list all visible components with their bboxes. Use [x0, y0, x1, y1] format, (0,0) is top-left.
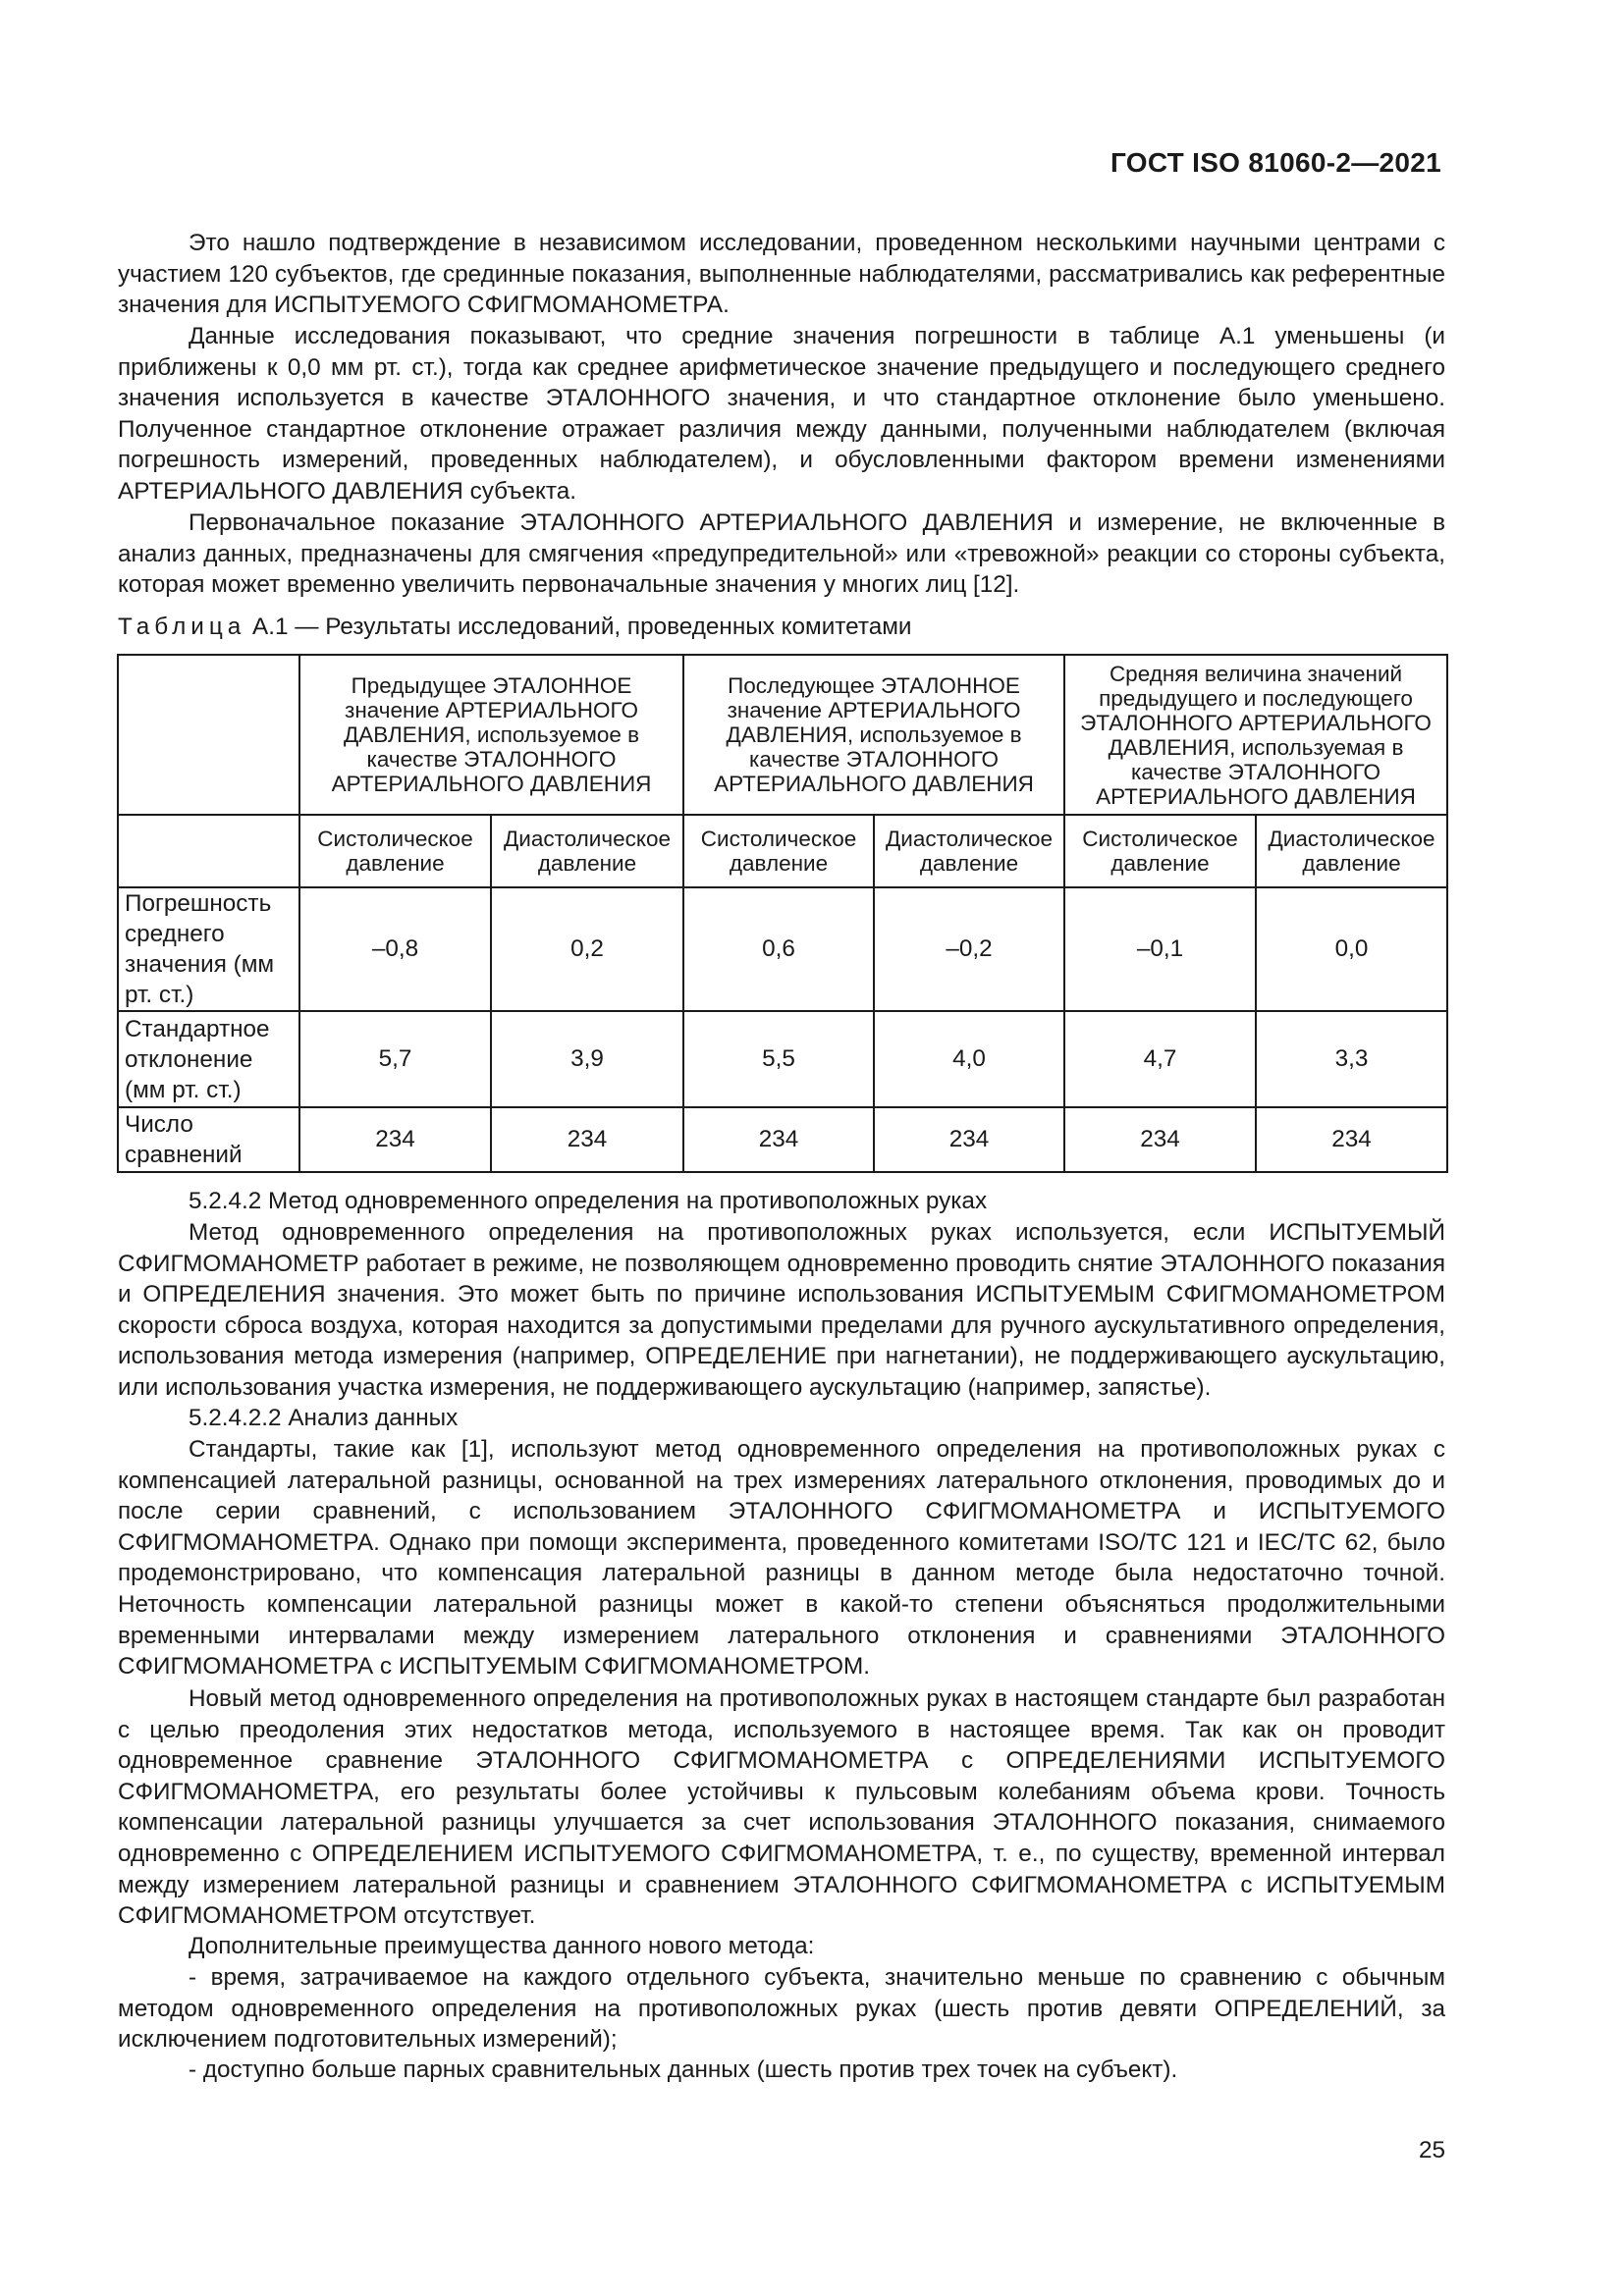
subheader-cell: Диастолическое давление — [1256, 815, 1447, 887]
table-cell: 3,3 — [1256, 1011, 1447, 1107]
section-heading-5242: 5.2.4.2 Метод одновременного определения на противоположных руках — [189, 1188, 988, 1214]
subheader-cell: Диастолическое давление — [491, 815, 683, 887]
row-label: Погрешность среднего значения (мм рт. ст.) — [118, 887, 299, 1011]
intro-paragraph-2: Данные исследования показывают, что средние значения погрешности в таблице А.1 уменьшены (и приближены к 0,0 мм рт. ст.), тогда как среднее арифметическое значение предыдущего и последующего среднего значения используется в качестве ЭТАЛОННОГО значения, и что стандартное отклонение было уменьшено. Полученное стандартное отклонение отражает различия между данными, полученными наблюдателем (включая погрешность измерений, проведенных наблюдателем), и обусловленными фактором времени изменениями АРТЕРИАЛЬНОГО ДАВЛЕНИЯ субъекта. — [118, 323, 1445, 505]
table-row — [118, 1011, 1447, 1107]
section-5242-paragraph: Метод одновременного определения на противоположных руках используется, если ИСПЫТУЕМЫЙ СФИГМОМАНОМЕТР работает в режиме, не позволяющем одновременно проводить снятие ЭТАЛОННОГО показания и ОПРЕДЕЛЕНИЯ значения. Это может быть по причине использования ИСПЫТУЕМЫМ СФИГМОМАНОМЕТРОМ скорости сброса воздуха, которая находится за допустимыми пределами для ручного аускультативного определения, использования метода измерения (например, ОПРЕДЕЛЕНИЕ при нагнетании), не поддерживающего аускультацию, или использования участка измерения, не поддерживающего аускультацию (например, запястье). — [118, 1219, 1445, 1401]
list-item: - доступно больше парных сравнительных данных (шесть против трех точек на субъект). — [189, 2056, 1178, 2083]
table-cell: 5,7 — [299, 1011, 491, 1107]
intro-paragraph-1: Это нашло подтверждение в независимом исследовании, проведенном несколькими научными центрами с участием 120 субъектов, где срединные показания, выполненные наблюдателями, рассматривались как референтные значения для ИСПЫТУЕМОГО СФИГМОМАНОМЕТРА. — [118, 230, 1445, 319]
section-52422-paragraph-3: Дополнительные преимущества данного нового метода: — [189, 1933, 815, 1959]
group-header-next: Последующее ЭТАЛОННОЕ значение АРТЕРИАЛЬНОГО ДАВЛЕНИЯ, используемое в качестве ЭТАЛОННОГО АРТЕРИАЛЬНОГО ДАВЛЕНИЯ — [683, 655, 1064, 815]
table-cell: 4,0 — [874, 1011, 1064, 1107]
subheader-cell: Систолическое давление — [683, 815, 874, 887]
table-cell: 234 — [299, 1107, 491, 1172]
section-52422-paragraph-1: Стандарты, такие как [1], используют метод одновременного определения на противоположных руках с компенсацией латеральной разницы, основанной на трех измерениях латерального отклонения, проводимых до и после серии сравнений, с использованием ЭТАЛОННОГО СФИГМОМАНОМЕТРА и ИСПЫТУЕМОГО СФИГМОМАНОМЕТРА. Однако при помощи эксперимента, проведенного комитетами ISO/TC 121 и IEC/TC 62, было продемонстрировано, что компенсация латеральной разницы в данном методе была недостаточно точной. Неточность компенсации латеральной разницы может в какой-то степени объясняться продолжительными временными интервалами между измерением латерального отклонения и сравнениями ЭТАЛОННОГО СФИГМОМАНОМЕТРА с ИСПЫТУЕМЫМ СФИГМОМАНОМЕТРОМ. — [118, 1436, 1445, 1681]
table-cell: 234 — [1064, 1107, 1256, 1172]
subheader-cell: Систолическое давление — [1064, 815, 1256, 887]
table-header-row — [118, 655, 1447, 815]
table-corner-cell — [118, 655, 299, 815]
table-cell: 234 — [491, 1107, 683, 1172]
page-number: 25 — [1418, 2137, 1445, 2163]
table-cell: 234 — [874, 1107, 1064, 1172]
table-cell: 0,2 — [491, 887, 683, 1011]
table-subheader-row — [118, 815, 1447, 887]
document-header: ГОСТ ISO 81060-2—2021 — [1110, 147, 1441, 178]
intro-paragraph-3: Первоначальное показание ЭТАЛОННОГО АРТЕРИАЛЬНОГО ДАВЛЕНИЯ и измерение, не включенные в анализ данных, предназначены для смягчения «предупредительной» или «тревожной» реакции со стороны субъекта, которая может временно увеличить первоначальные значения у многих лиц [12]. — [118, 509, 1445, 599]
group-header-average: Средняя величина значений предыдущего и последующего ЭТАЛОННОГО АРТЕРИАЛЬНОГО ДАВЛЕНИЯ, используемая в качестве ЭТАЛОННОГО АРТЕРИАЛЬНОГО ДАВЛЕНИЯ — [1064, 655, 1447, 815]
table-caption-text: А.1 — Результаты исследований, проведенных комитетами — [245, 614, 912, 640]
subheader-cell: Систолическое давление — [299, 815, 491, 887]
section-heading-52422: 5.2.4.2.2 Анализ данных — [189, 1405, 459, 1431]
table-caption — [118, 614, 912, 641]
table-cell: 234 — [1256, 1107, 1447, 1172]
table-cell: –0,1 — [1064, 887, 1256, 1011]
table-cell: 5,5 — [683, 1011, 874, 1107]
subheader-cell: Диастолическое давление — [874, 815, 1064, 887]
table-caption-label: Таблица — [118, 614, 246, 640]
table-cell: –0,2 — [874, 887, 1064, 1011]
table-subheader-empty — [118, 815, 299, 887]
list-item: - время, затрачиваемое на каждого отдельного субъекта, значительно меньше по сравнению с обычным методом одновременного определения на противоположных руках (шесть против девяти ОПРЕДЕЛЕНИЙ, за исключением подготовительных измерений); — [118, 1964, 1445, 2054]
table-cell: 0,0 — [1256, 887, 1447, 1011]
results-table — [117, 654, 1448, 1173]
group-header-previous: Предыдущее ЭТАЛОННОЕ значение АРТЕРИАЛЬНОГО ДАВЛЕНИЯ, используемое в качестве ЭТАЛОННОГО АРТЕРИАЛЬНОГО ДАВЛЕНИЯ — [299, 655, 683, 815]
table-row — [118, 1107, 1447, 1172]
table-cell: 4,7 — [1064, 1011, 1256, 1107]
table-row — [118, 887, 1447, 1011]
table-cell: –0,8 — [299, 887, 491, 1011]
section-52422-paragraph-2: Новый метод одновременного определения на противоположных руках в настоящем стандарте был разработан с целью преодоления этих недостатков метода, используемого в настоящее время. Так как он проводит одновременное сравнение ЭТАЛОННОГО СФИГМОМАНОМЕТРА с ОПРЕДЕЛЕНИЯМИ ИСПЫТУЕМОГО СФИГМОМАНОМЕТРА, его результаты более устойчивы к пульсовым колебаниям объема крови. Точность компенсации латеральной разницы улучшается за счет использования ЭТАЛОННОГО показания, снимаемого одновременно с ОПРЕДЕЛЕНИЕМ ИСПЫТУЕМОГО СФИГМОМАНОМЕТРА, т. е., по существу, временной интервал между измерением латеральной разницы и сравнением ЭТАЛОННОГО СФИГМОМАНОМЕТРА с ИСПЫТУЕМЫМ СФИГМОМАНОМЕТРОМ отсутствует. — [118, 1685, 1445, 1930]
table-cell: 3,9 — [491, 1011, 683, 1107]
table-cell: 234 — [683, 1107, 874, 1172]
row-label: Стандартное отклонение (мм рт. ст.) — [118, 1011, 299, 1107]
table-cell: 0,6 — [683, 887, 874, 1011]
row-label: Число сравнений — [118, 1107, 299, 1172]
